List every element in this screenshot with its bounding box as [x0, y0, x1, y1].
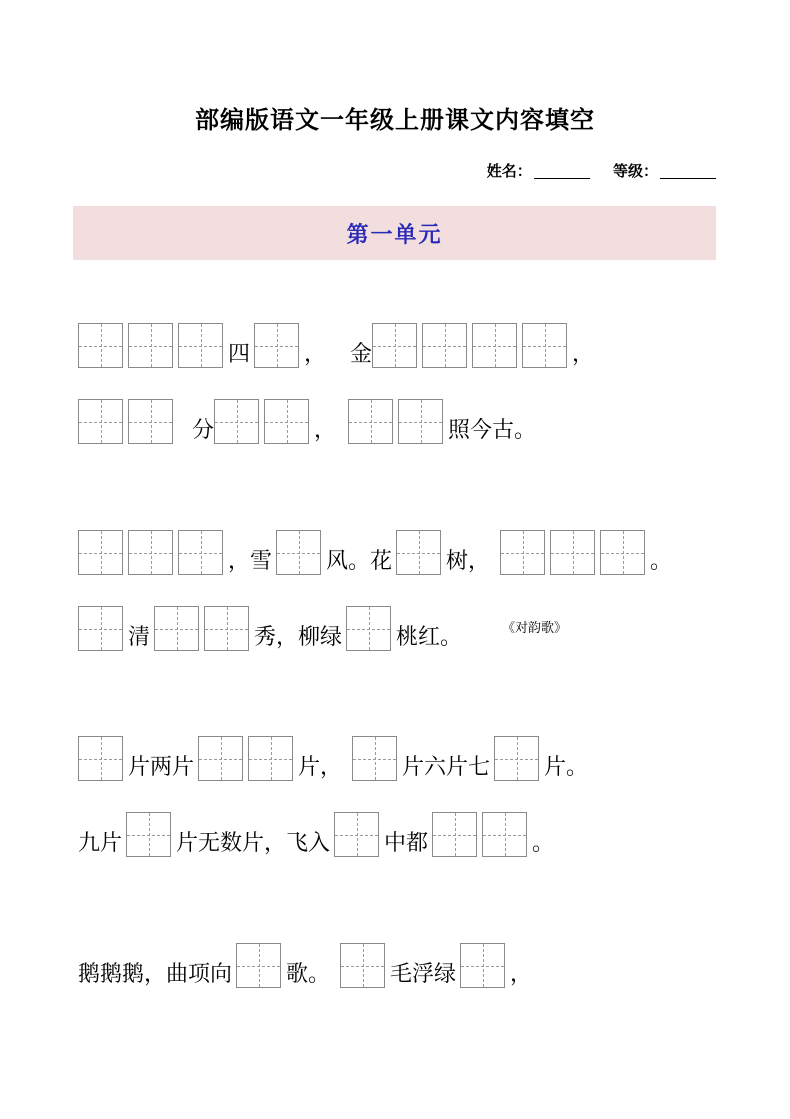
line-text: 片。 [544, 755, 589, 780]
line-text: ， [572, 342, 595, 367]
answer-box[interactable] [472, 323, 517, 368]
exercise-line [78, 320, 594, 368]
line-text: 四 [228, 342, 251, 367]
line-text: 秀，柳绿 [254, 625, 343, 650]
answer-box[interactable] [482, 812, 527, 857]
answer-box[interactable] [254, 323, 299, 368]
line-text: 树， [446, 549, 491, 574]
unit-title: 第一单元 [346, 221, 443, 248]
answer-box[interactable] [422, 323, 467, 368]
line-text: 清 [128, 625, 151, 650]
line-text: 风。花 [326, 549, 393, 574]
exercise-line [78, 396, 536, 444]
line-text: 分 [192, 418, 215, 443]
answer-box[interactable] [178, 323, 223, 368]
student-info [487, 160, 716, 181]
line-text: 片， [298, 755, 343, 780]
answer-box[interactable] [550, 530, 595, 575]
grade-label: 等级： [612, 162, 658, 180]
answer-box[interactable] [78, 323, 123, 368]
line-text: 鹅鹅鹅，曲项向 [78, 962, 233, 987]
exercise-line [78, 527, 672, 575]
line-text: 九片 [78, 831, 123, 856]
answer-box[interactable] [522, 323, 567, 368]
answer-box[interactable] [264, 399, 309, 444]
line-text: 桃红。 [396, 625, 463, 650]
line-text: 片无数片，飞入 [176, 831, 331, 856]
answer-box[interactable] [236, 943, 281, 988]
line-text: 歌。 [286, 962, 331, 987]
answer-box[interactable] [178, 530, 223, 575]
answer-box[interactable] [128, 323, 173, 368]
answer-box[interactable] [128, 530, 173, 575]
answer-box[interactable] [396, 530, 441, 575]
answer-box[interactable] [340, 943, 385, 988]
answer-box[interactable] [372, 323, 417, 368]
answer-box[interactable] [154, 606, 199, 651]
name-blank[interactable] [534, 178, 590, 179]
line-text: 照今古。 [448, 418, 537, 443]
unit-banner [73, 206, 716, 260]
line-text: ，雪 [228, 549, 273, 574]
source-note: 《对韵歌》 [502, 621, 568, 636]
answer-box[interactable] [460, 943, 505, 988]
line-text: 。 [532, 831, 555, 856]
line-text: 金 [350, 342, 373, 367]
exercise-line [78, 603, 567, 651]
answer-box[interactable] [352, 736, 397, 781]
answer-box[interactable] [248, 736, 293, 781]
line-text: 片六片七 [402, 755, 491, 780]
answer-box[interactable] [78, 736, 123, 781]
answer-box[interactable] [600, 530, 645, 575]
exercise-line [78, 940, 532, 988]
grade-blank[interactable] [660, 178, 716, 179]
answer-box[interactable] [128, 399, 173, 444]
answer-box[interactable] [126, 812, 171, 857]
answer-box[interactable] [78, 399, 123, 444]
answer-box[interactable] [214, 399, 259, 444]
answer-box[interactable] [276, 530, 321, 575]
answer-box[interactable] [494, 736, 539, 781]
answer-box[interactable] [204, 606, 249, 651]
answer-box[interactable] [348, 399, 393, 444]
line-text: 中都 [384, 831, 429, 856]
answer-box[interactable] [346, 606, 391, 651]
line-text: 片两片 [128, 755, 195, 780]
answer-box[interactable] [500, 530, 545, 575]
answer-box[interactable] [432, 812, 477, 857]
line-text: ， [304, 342, 327, 367]
line-text: ， [314, 418, 337, 443]
exercise-line [78, 809, 554, 857]
line-text: ， [510, 962, 533, 987]
line-text: 毛浮绿 [390, 962, 457, 987]
answer-box[interactable] [398, 399, 443, 444]
answer-box[interactable] [334, 812, 379, 857]
answer-box[interactable] [78, 530, 123, 575]
exercise-line [78, 733, 588, 781]
line-text: 。 [650, 549, 673, 574]
answer-box[interactable] [78, 606, 123, 651]
answer-box[interactable] [198, 736, 243, 781]
page-title: 部编版语文一年级上册课文内容填空 [195, 105, 595, 134]
name-label: 姓名： [486, 162, 532, 180]
